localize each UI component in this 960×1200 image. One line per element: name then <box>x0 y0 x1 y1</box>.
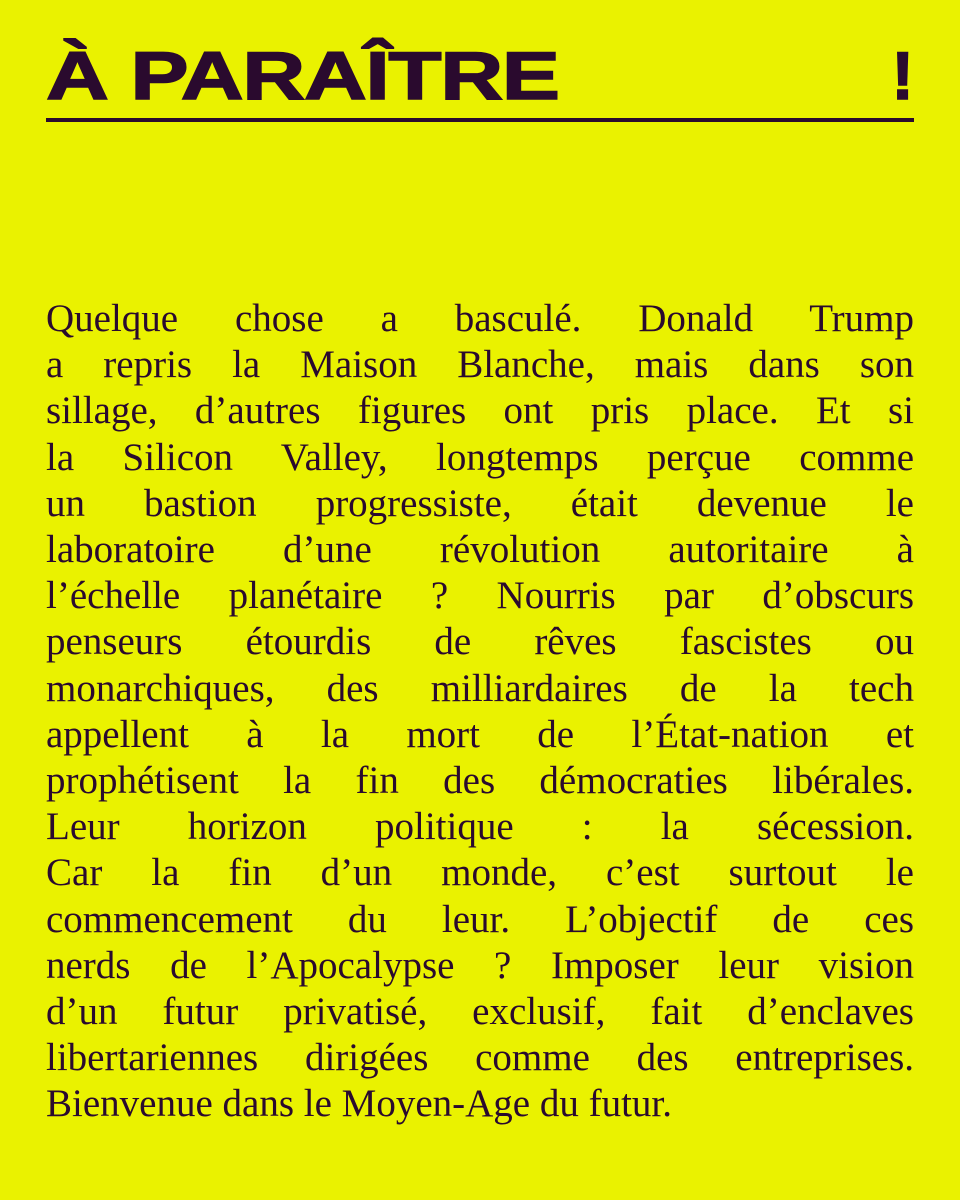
header <box>46 40 914 126</box>
body-line: sillage, d’autres figures ont pris place. Et si <box>46 389 914 433</box>
body-line: nerds de l’Apocalypse ? Imposer leur vision <box>46 943 914 987</box>
body-line: libertariennes dirigées comme des entreprises. <box>46 1036 914 1080</box>
body-line: la Silicon Valley, longtemps perçue comme <box>46 435 914 479</box>
body-line: commencement du leur. L’objectif de ces <box>46 897 914 941</box>
body-line: Quelque chose a basculé. Donald Trump <box>46 297 914 340</box>
exclamation-mark: ! <box>891 38 914 114</box>
body-line: d’un futur privatisé, exclusif, fait d’enclaves <box>46 990 914 1034</box>
body-line: un bastion progressiste, était devenue le <box>46 481 914 525</box>
body-line: laboratoire d’une révolution autoritaire à <box>46 528 914 572</box>
body-line: prophétisent la fin des démocraties libérales. <box>46 759 914 803</box>
body-line: a repris la Maison Blanche, mais dans son <box>46 343 914 387</box>
body-line: Leur horizon politique : la sécession. <box>46 805 914 849</box>
body-line: monarchiques, des milliardaires de la tech <box>46 666 914 710</box>
body-line: l’échelle planétaire ? Nourris par d’obscurs <box>46 574 914 618</box>
header-divider <box>46 118 914 122</box>
body-line: Car la fin d’un monde, c’est surtout le <box>46 851 914 895</box>
page-title: À PARAÎTRE <box>46 38 559 114</box>
body-paragraph <box>46 296 914 1128</box>
body-line: Bienvenue dans le Moyen-Age du futur. <box>46 1082 673 1126</box>
body-line: appellent à la mort de l’État-nation et <box>46 712 914 756</box>
body-line: penseurs étourdis de rêves fascistes ou <box>46 620 914 664</box>
